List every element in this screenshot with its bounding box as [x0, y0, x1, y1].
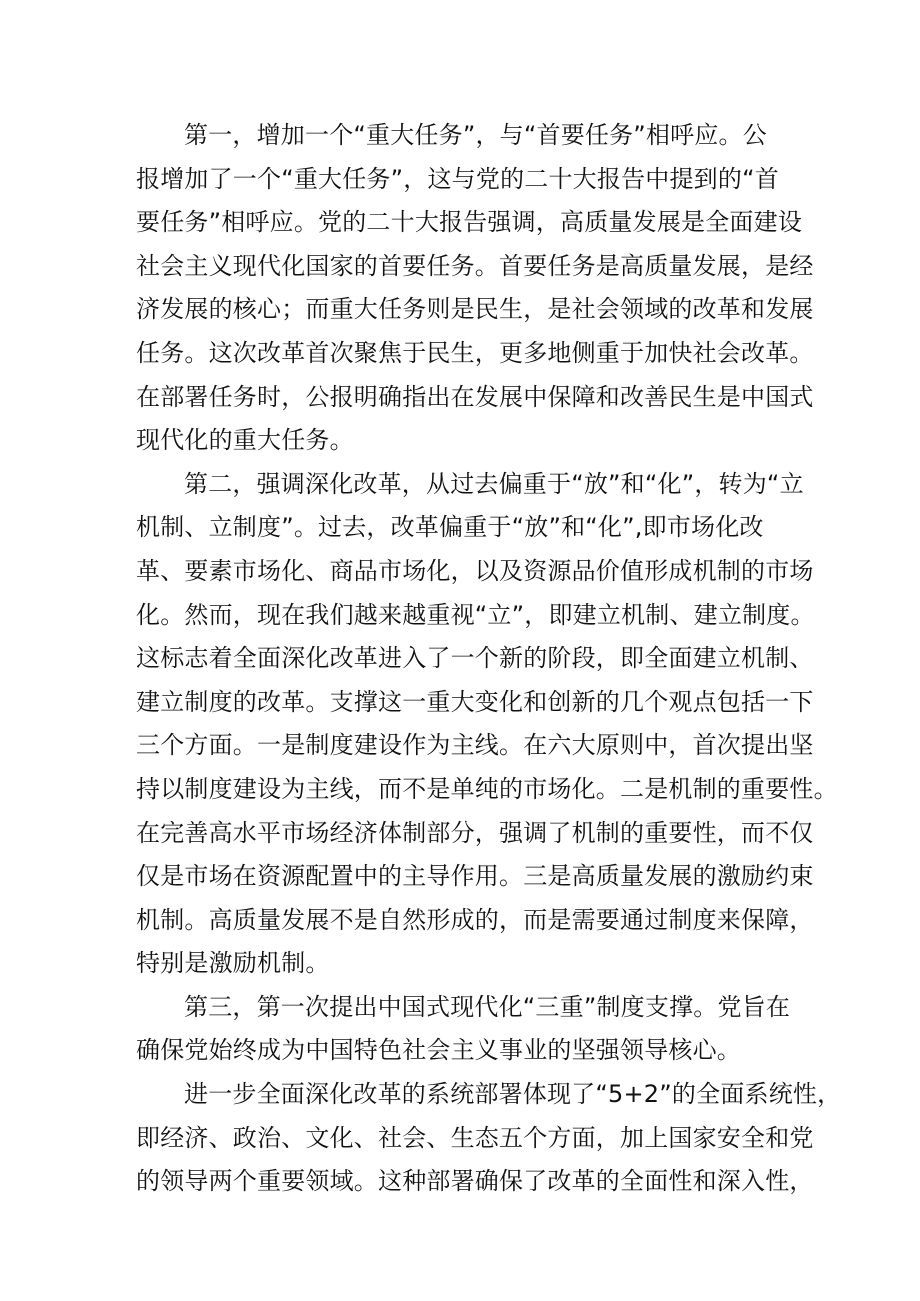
paragraph-4-line-3: 的领导两个重要领域。这种部署确保了改革的全面性和深入性，: [136, 1167, 814, 1196]
paragraph-1-line-5: 济发展的核心；而重大任务则是民生，是社会领域的改革和发展: [136, 295, 814, 324]
paragraph-2-line-9: 在完善高水平市场经济体制部分，强调了机制的重要性，而不仅: [136, 818, 814, 847]
paragraph-4-line-2: 即经济、政治、文化、社会、生态五个方面，加上国家安全和党: [136, 1123, 814, 1152]
paragraph-1-line-3: 要任务”相呼应。党的二十大报告强调，高质量发展是全面建设: [136, 208, 803, 237]
paragraph-1-line-6: 任务。这次改革首次聚焦于民生，更多地侧重于加快社会改革。: [136, 338, 814, 367]
paragraph-1-line-4: 社会主义现代化国家的首要任务。首要任务是高质量发展，是经: [136, 251, 814, 280]
paragraph-2-line-6: 建立制度的改革。支撑这一重大变化和创新的几个观点包括一下: [136, 687, 814, 716]
paragraph-2-line-4: 化。然而，现在我们越来越重视“立”，即建立机制、建立制度。: [136, 600, 815, 629]
paragraph-2-line-1: 第二，强调深化改革，从过去偏重于“放”和“化”，转为“立: [184, 469, 804, 498]
paragraph-1-line-2: 报增加了一个“重大任务”，这与党的二十大报告中提到的“首: [136, 164, 779, 193]
paragraph-1-line-7: 在部署任务时，公报明确指出在发展中保障和改善民生是中国式: [136, 382, 814, 411]
paragraph-3-line-2: 确保党始终成为中国特色社会主义事业的坚强领导核心。: [136, 1036, 741, 1065]
paragraph-2-line-7: 三个方面。一是制度建设作为主线。在六大原则中，首次提出坚: [136, 731, 814, 760]
paragraph-2-line-12: 特别是激励机制。: [136, 949, 330, 978]
document-body: [136, 114, 842, 1204]
paragraph-2-line-11: 机制。高质量发展不是自然形成的，而是需要通过制度来保障，: [136, 905, 814, 934]
paragraph-2-line-2: 机制、立制度”。过去，改革偏重于“放”和“化”,即市场化改: [136, 513, 764, 542]
paragraph-1-line-8: 现代化的重大任务。: [136, 426, 354, 455]
paragraph-4-line-1: 进一步全面深化改革的系统部署体现了“5+2”的全面系统性，: [184, 1080, 842, 1109]
paragraph-2-line-3: 革、要素市场化、商品市场化，以及资源品价值形成机制的市场: [136, 556, 814, 585]
paragraph-2-line-5: 这标志着全面深化改革进入了一个新的阶段，即全面建立机制、: [136, 644, 814, 673]
paragraph-2-line-8: 持以制度建设为主线，而不是单纯的市场化。二是机制的重要性。: [136, 774, 838, 803]
paragraph-3-line-1: 第三，第一次提出中国式现代化“三重”制度支撑。党旨在: [184, 992, 791, 1021]
paragraph-2-line-10: 仅是市场在资源配置中的主导作用。三是高质量发展的激励约束: [136, 862, 814, 891]
paragraph-1-line-1: 第一，增加一个“重大任务”，与“首要任务”相呼应。公: [184, 121, 767, 149]
